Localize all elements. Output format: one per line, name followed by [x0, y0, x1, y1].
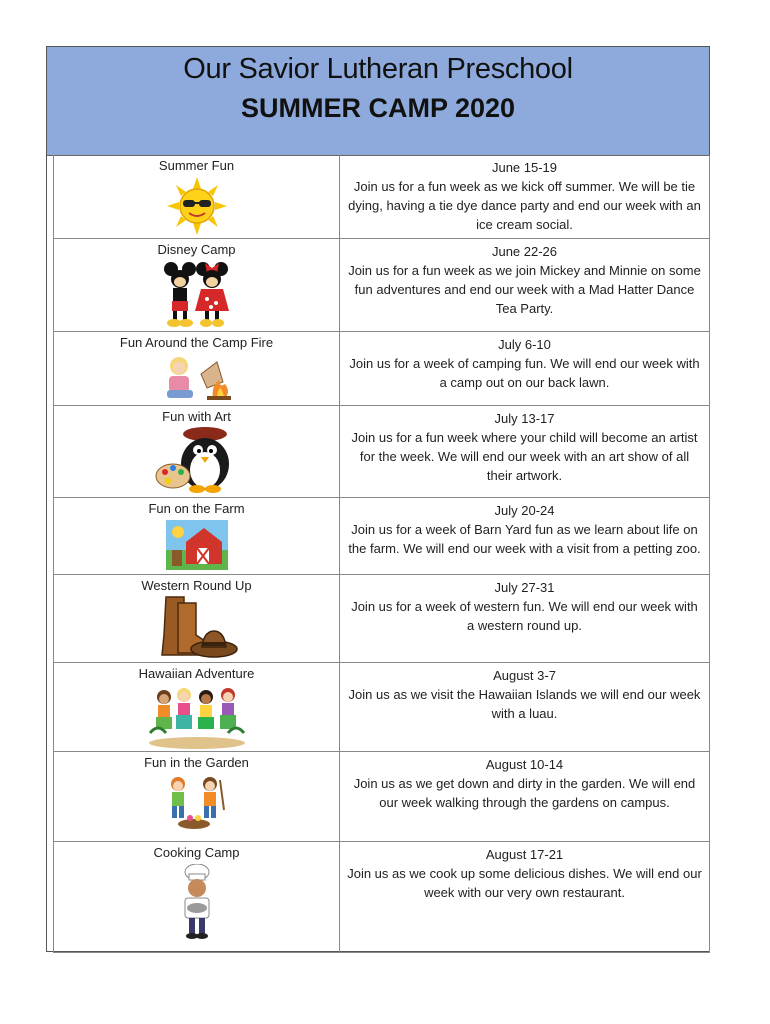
description-cell	[340, 575, 710, 662]
theme-cell	[53, 842, 340, 952]
description-cell	[340, 239, 710, 331]
barn-icon	[166, 520, 228, 570]
date-label: July 6-10	[498, 337, 551, 352]
table-row	[53, 663, 710, 752]
description-text: Join us for a week of Barn Yard fun as we learn about life on the farm. We will end our week with a visit from a petting zoo.	[348, 522, 701, 556]
date-label: July 13-17	[494, 411, 555, 426]
date-label: August 10-14	[485, 757, 564, 772]
table-row	[53, 498, 710, 575]
sun-with-sunglasses-icon	[167, 177, 227, 235]
description-cell	[340, 498, 710, 574]
description-text: Join us for a week of camping fun. We will end our week with a camp out on our back lawn.	[349, 356, 700, 390]
date-label: July 20-24	[494, 503, 555, 518]
table-row	[53, 842, 710, 953]
table-row	[53, 575, 710, 663]
description-cell	[340, 752, 710, 841]
theme-cell	[53, 406, 340, 497]
gardening-kids-icon	[162, 774, 232, 830]
theme-label: Cooking Camp	[153, 845, 240, 860]
hula-kids-icon	[148, 683, 246, 749]
description-text: Join us for a fun week as we join Mickey and Minnie on some fun adventures and end our week with a Mad Hatter Dance Tea Party.	[348, 263, 701, 316]
table-row	[53, 239, 710, 332]
header-banner	[47, 47, 709, 156]
date-label: July 27-31	[494, 580, 555, 595]
description-cell	[340, 663, 710, 751]
mickey-minnie-icon	[159, 259, 235, 329]
theme-cell	[53, 752, 340, 841]
date-label: June 22-26	[491, 244, 558, 259]
page-title: Our Savior Lutheran Preschool	[183, 53, 573, 85]
campfire-icon	[161, 354, 233, 402]
penguin-artist-icon	[155, 426, 239, 494]
theme-label: Fun with Art	[162, 409, 231, 424]
description-text: Join us as we cook up some delicious dishes. We will end our week with our very own restaurant.	[347, 866, 702, 900]
table-row	[53, 406, 710, 498]
theme-label: Disney Camp	[157, 242, 236, 257]
theme-label: Fun on the Farm	[148, 501, 245, 516]
cowboy-boots-icon	[156, 595, 238, 661]
theme-cell	[53, 663, 340, 751]
theme-cell	[53, 332, 340, 405]
description-text: Join us for a fun week where your child will become an artist for the week. We will end our week with an art show of all their artwork.	[351, 430, 698, 483]
theme-label: Summer Fun	[158, 158, 235, 173]
description-text: Join us for a week of western fun. We will end our week with a western round up.	[351, 599, 698, 633]
theme-label: Hawaiian Adventure	[138, 666, 255, 681]
theme-label: Western Round Up	[141, 578, 252, 593]
theme-cell	[53, 498, 340, 574]
theme-cell	[53, 239, 340, 331]
description-text: Join us for a fun week as we kick off summer. We will be tie dying, having a tie dye dance party and end our week with an ice cream social.	[348, 179, 701, 232]
theme-label: Fun in the Garden	[144, 755, 249, 770]
description-cell	[340, 406, 710, 497]
description-cell	[340, 332, 710, 405]
theme-label: Fun Around the Camp Fire	[119, 335, 274, 350]
table-row	[53, 752, 710, 842]
chef-kid-icon	[175, 864, 219, 942]
date-label: June 15-19	[491, 160, 558, 175]
table-row	[53, 332, 710, 406]
description-cell	[340, 842, 710, 952]
table-row	[53, 155, 710, 239]
page-subtitle: SUMMER CAMP 2020	[240, 93, 516, 123]
description-text: Join us as we get down and dirty in the garden. We will end our week walking through the gardens on campus.	[353, 776, 696, 810]
date-label: August 17-21	[485, 847, 564, 862]
description-text: Join us as we visit the Hawaiian Islands we will end our week with a luau.	[348, 687, 701, 721]
theme-cell	[53, 155, 340, 238]
description-cell	[340, 155, 710, 238]
theme-cell	[53, 575, 340, 662]
date-label: August 3-7	[493, 668, 556, 683]
camp-schedule-sheet	[46, 46, 710, 952]
